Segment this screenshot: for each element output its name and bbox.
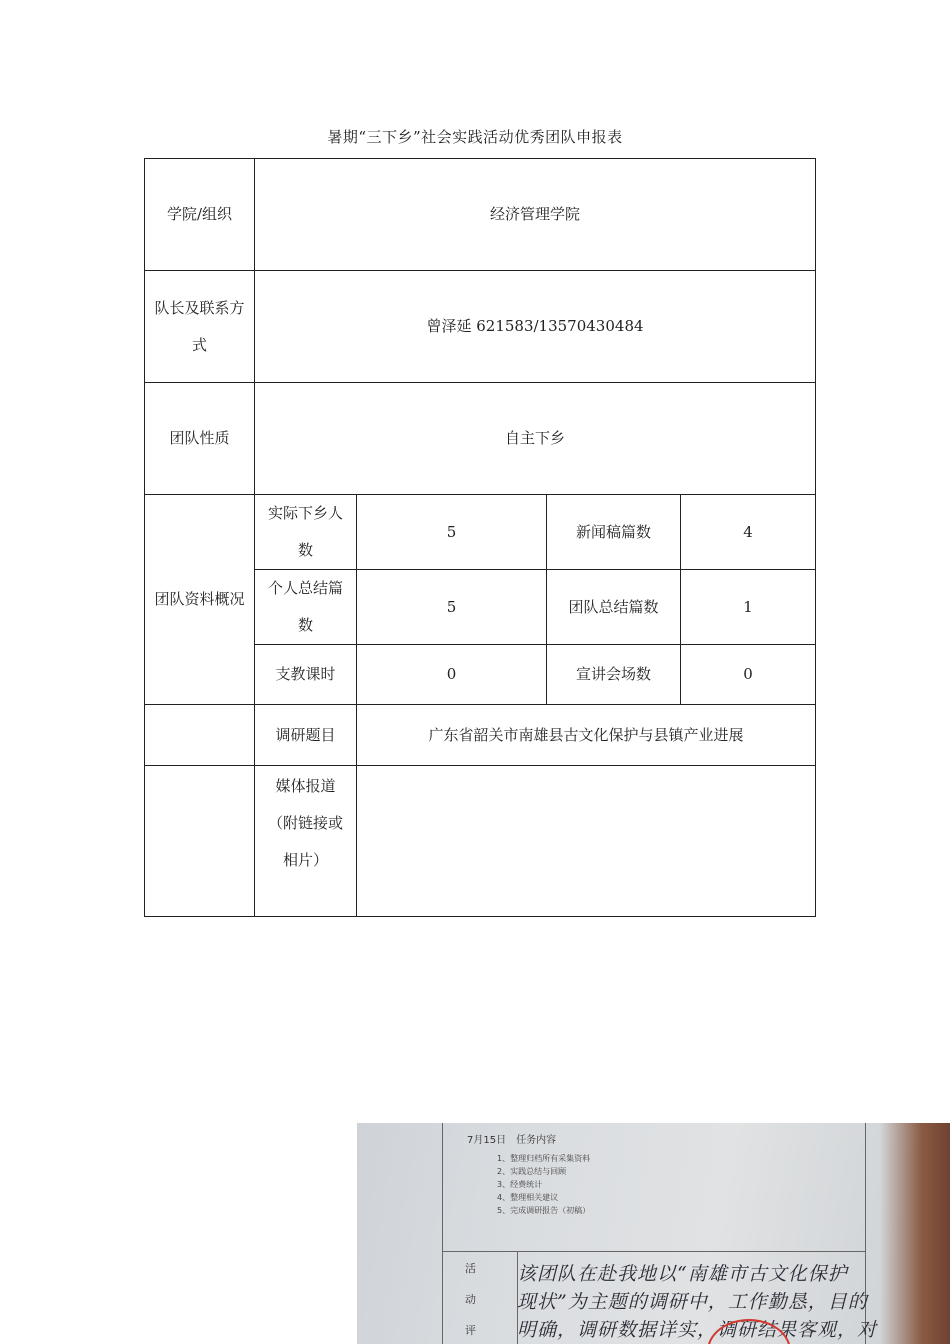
college-label: 学院/组织 xyxy=(145,159,255,271)
photo-task-heading: 7月15日 任务内容 xyxy=(467,1135,557,1146)
leader-value: 曾泽延 621583/13570430484 xyxy=(255,271,816,383)
row-research xyxy=(145,705,816,766)
nature-value: 自主下乡 xyxy=(255,383,816,495)
personal-summary-value: 5 xyxy=(357,570,547,645)
photo-task-item: 3、经费统计 xyxy=(497,1180,543,1189)
research-empty-cell xyxy=(145,705,255,766)
nature-label: 团队性质 xyxy=(145,383,255,495)
photo-desk-edge xyxy=(880,1123,950,1344)
photo-rule xyxy=(442,1123,443,1344)
photo-task-item: 5、完成调研报告（初稿） xyxy=(497,1206,591,1215)
overview-label: 团队资料概况 xyxy=(145,495,255,705)
row-media xyxy=(145,766,816,917)
media-empty-cell xyxy=(145,766,255,917)
research-label: 调研题目 xyxy=(255,705,357,766)
team-summary-label: 团队总结篇数 xyxy=(547,570,681,645)
college-value: 经济管理学院 xyxy=(255,159,816,271)
photo-handwriting-line: 现状”为主题的调研中，工作勤恳，目的 xyxy=(517,1291,868,1313)
media-label: 媒体报道（附链接或相片） xyxy=(255,766,357,917)
personal-summary-label: 个人总结篇数 xyxy=(255,570,357,645)
row-actual-people xyxy=(145,495,816,570)
teaching-hours-value: 0 xyxy=(357,645,547,705)
photo-side-char: 评 xyxy=(465,1324,476,1337)
application-form-table xyxy=(144,158,816,917)
page-title: 暑期“三下乡”社会实践活动优秀团队申报表 xyxy=(327,128,623,146)
actual-people-label: 实际下乡人数 xyxy=(255,495,357,570)
photo-side-char: 活 xyxy=(465,1262,476,1275)
photo-task-item: 1、整理归档所有采集资料 xyxy=(497,1154,591,1163)
evaluation-photo xyxy=(357,1123,950,1344)
lecture-count-value: 0 xyxy=(681,645,816,705)
news-count-label: 新闻稿篇数 xyxy=(547,495,681,570)
row-leader xyxy=(145,271,816,383)
lecture-count-label: 宣讲会场数 xyxy=(547,645,681,705)
photo-handwriting-line: 明确，调研数据详实，调研结果客观，对 xyxy=(517,1319,878,1341)
photo-rule xyxy=(442,1251,866,1252)
photo-task-item: 4、整理相关建议 xyxy=(497,1193,559,1202)
teaching-hours-label: 支教课时 xyxy=(255,645,357,705)
row-nature xyxy=(145,383,816,495)
photo-handwriting-line: 该团队在赴我地以“南雄市古文化保护 xyxy=(517,1263,848,1285)
research-value: 广东省韶关市南雄县古文化保护与县镇产业进展 xyxy=(357,705,816,766)
leader-label: 队长及联系方式 xyxy=(145,271,255,383)
row-college xyxy=(145,159,816,271)
news-count-value: 4 xyxy=(681,495,816,570)
media-value xyxy=(357,766,816,917)
actual-people-value: 5 xyxy=(357,495,547,570)
photo-task-item: 2、实践总结与回顾 xyxy=(497,1167,567,1176)
photo-side-char: 动 xyxy=(465,1293,476,1306)
team-summary-value: 1 xyxy=(681,570,816,645)
